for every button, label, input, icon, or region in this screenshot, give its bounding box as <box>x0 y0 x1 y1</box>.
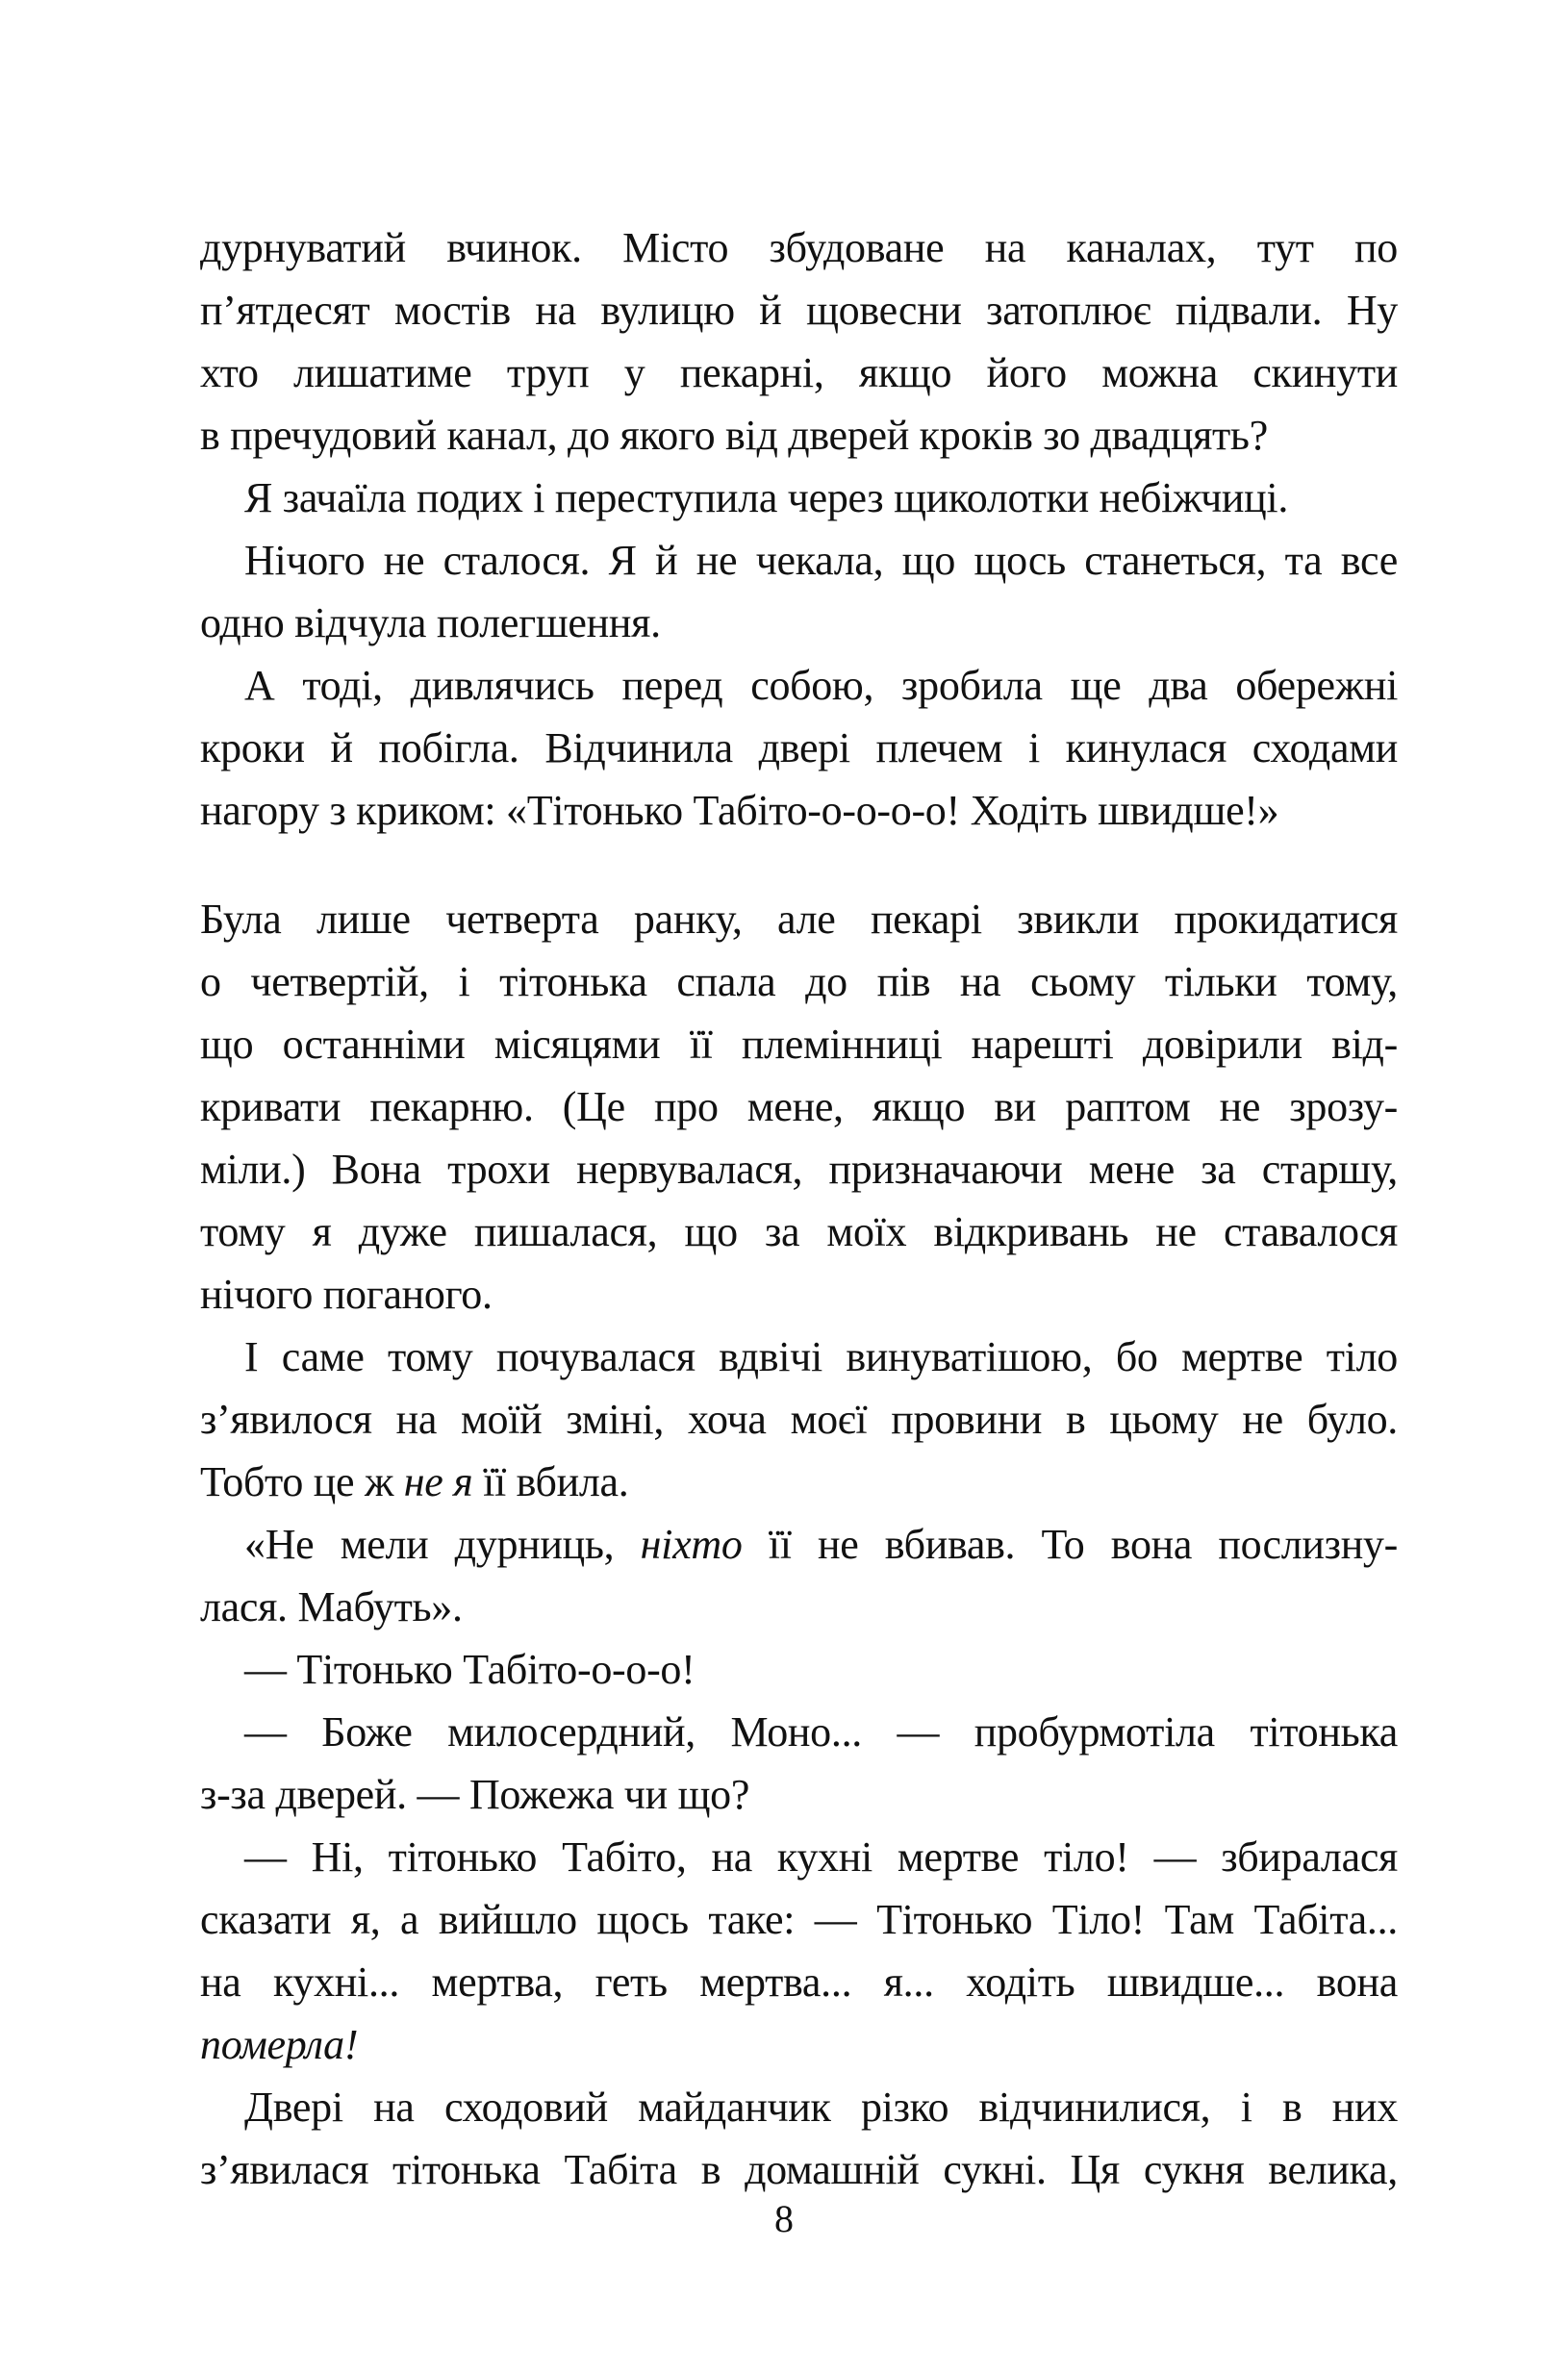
text-line: А тоді, дивлячись перед собою, зробила ще два обережні <box>244 662 1398 709</box>
text-line: на кухні... мертва, геть мертва... я... ходіть швидше... вона <box>200 1958 1398 2006</box>
text-line: тому я дуже пишалася, що за моїх відкривань не ставалося <box>200 1208 1398 1255</box>
emphasis-text: не я <box>403 1458 473 1505</box>
text-line <box>200 1513 1398 1577</box>
emphasis-text: померла! <box>200 2021 359 2068</box>
text-line: Двері на сходовий майданчик різко відчинилися, і в них <box>244 2084 1398 2131</box>
text-line: Я зачаїла подих і переступила через щиколотки небіжчиці. <box>244 474 1289 521</box>
text-line: о четвертій, і тітонька спала до пів на сьому тільки тому, <box>200 958 1398 1005</box>
text-line: дурнуватий вчинок. Місто збудоване на каналах, тут по <box>200 224 1398 271</box>
text-line: — Боже милосердний, Моно... — пробурмотіла тітонька <box>244 1708 1398 1756</box>
text-line: міли.) Вона трохи нервувалася, призначаючи мене за старшу, <box>200 1146 1398 1193</box>
text-line: нагору з криком: «Тітонько Табіто-о-о-о-о! Ходіть швидше!» <box>200 787 1279 834</box>
text-segment: її вбила. <box>472 1458 629 1505</box>
text-line <box>200 2013 1398 2077</box>
text-line: одно відчула полегшення. <box>200 599 661 646</box>
text-line: кривати пекарню. (Це про мене, якщо ви раптом не зрозу- <box>200 1083 1398 1130</box>
text-line: п’ятдесят мостів на вулицю й щовесни затоплює підвали. Ну <box>200 287 1398 334</box>
page-number: 8 <box>774 2197 794 2240</box>
text-line: — Ні, тітонько Табіто, на кухні мертве тіло! — збиралася <box>244 1833 1398 1881</box>
text-line: Була лише четверта ранку, але пекарі звикли прокидатися <box>200 896 1398 943</box>
text-line: сказати я, а вийшло щось таке: — Тітонько Тіло! Там Табіта... <box>200 1896 1398 1943</box>
text-line: з’явилася тітонька Табіта в домашній сукні. Ця сукня велика, <box>200 2146 1398 2193</box>
text-segment: «Не мели дурниць, <box>244 1521 641 1568</box>
text-line: І саме тому почувалася вдвічі винуватішою, бо мертве тіло <box>244 1333 1398 1380</box>
text-line: що останніми місяцями її племінниці нарешті довірили від- <box>200 1021 1398 1068</box>
text-line: в пречудовий канал, до якого від дверей кроків зо двадцять? <box>200 412 1268 459</box>
emphasis-text: ніхто <box>640 1521 743 1568</box>
text-line: з’явилося на моїй зміні, хоча моєї провини в цьому не було. <box>200 1396 1398 1443</box>
text-line: нічого поганого. <box>200 1271 493 1318</box>
text-segment: Тобто це ж <box>200 1458 404 1505</box>
text-line: — Тітонько Табіто-о-о-о! <box>244 1646 695 1693</box>
text-line: кроки й побігла. Відчинила двері плечем і кинулася сходами <box>200 724 1398 771</box>
text-line: з-за дверей. — Пожежа чи що? <box>200 1771 750 1818</box>
text-line: хто лишатиме труп у пекарні, якщо його можна скинути <box>200 349 1398 396</box>
text-line <box>200 1451 1398 1514</box>
text-line: Нічого не сталося. Я й не чекала, що щось станеться, та все <box>244 537 1398 584</box>
text-line: лася. Мабуть». <box>200 1583 463 1630</box>
text-segment: її не вбивав. То вона послизну- <box>742 1521 1398 1568</box>
